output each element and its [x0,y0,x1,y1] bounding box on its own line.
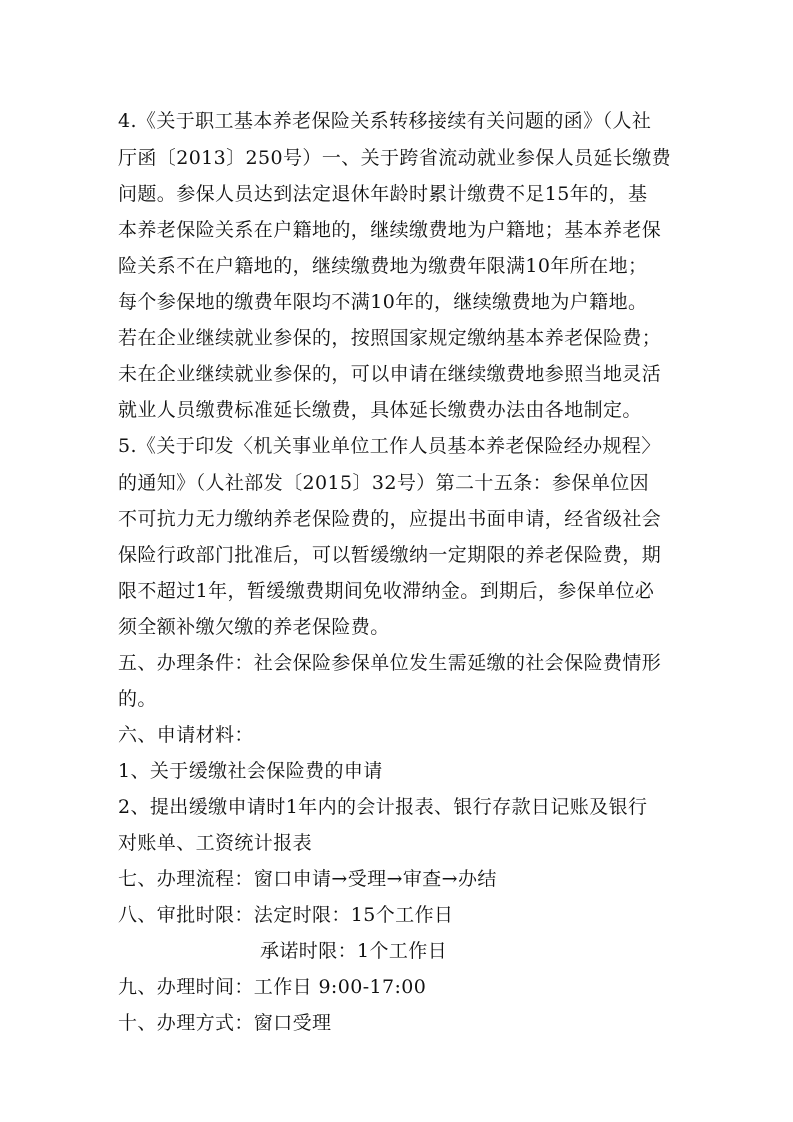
list-item: 1、关于缓缴社会保险费的申请 [118,760,383,782]
section-heading: 六、申请材料： [118,724,254,746]
approval-time-line: 八、审批时限：法定时限：15个工作日 [118,904,454,926]
promise-time-line: 承诺时限：1个工作日 [260,940,448,962]
text-line: 不可抗力无力缴纳养老保险费的，应提出书面申请，经省级社会 [118,508,662,530]
office-hours-line: 九、办理时间：工作日 9:00-17:00 [118,976,427,998]
text-line: 4.《关于职工基本养老保险关系转移接续有关问题的函》（人社 [118,110,652,132]
text-line: 对账单、工资统计报表 [118,832,313,854]
text-line: 险关系不在户籍地的，继续缴费地为缴费年限满10年所在地； [118,255,648,277]
text-line: 就业人员缴费标准延长缴费，具体延长缴费办法由各地制定。 [118,399,642,421]
text-line: 若在企业继续就业参保的，按照国家规定缴纳基本养老保险费； [118,327,662,349]
text-line: 每个参保地的缴费年限均不满10年的，继续缴费地为户籍地。 [118,291,648,313]
text-line: 问题。参保人员达到法定退休年龄时累计缴费不足15年的，基 [118,183,648,205]
text-line: 厅函〔2013〕250号）一、关于跨省流动就业参保人员延长缴费 [118,147,672,169]
text-line: 的。 [118,688,157,710]
text-line: 限不超过1年，暂缓缴费期间免收滞纳金。到期后，参保单位必 [118,580,655,602]
handling-method-line: 十、办理方式：窗口受理 [118,1012,332,1034]
list-item: 2、提出缓缴申请时1年内的会计报表、银行存款日记账及银行 [118,796,648,818]
text-line: 未在企业继续就业参保的，可以申请在继续缴费地参照当地灵活 [118,363,662,385]
text-line: 的通知》（人社部发〔2015〕32号）第二十五条：参保单位因 [118,472,650,494]
text-line: 5.《关于印发〈机关事业单位工作人员基本养老保险经办规程〉 [118,435,661,457]
text-line: 五、办理条件：社会保险参保单位发生需延缴的社会保险费情形 [118,652,662,674]
text-line: 须全额补缴欠缴的养老保险费。 [118,616,390,638]
process-line: 七、办理流程：窗口申请→受理→审查→办结 [118,868,497,890]
text-line: 本养老保险关系在户籍地的，继续缴费地为户籍地；基本养老保 [118,219,662,241]
text-line: 保险行政部门批准后，可以暂缓缴纳一定期限的养老保险费，期 [118,544,662,566]
